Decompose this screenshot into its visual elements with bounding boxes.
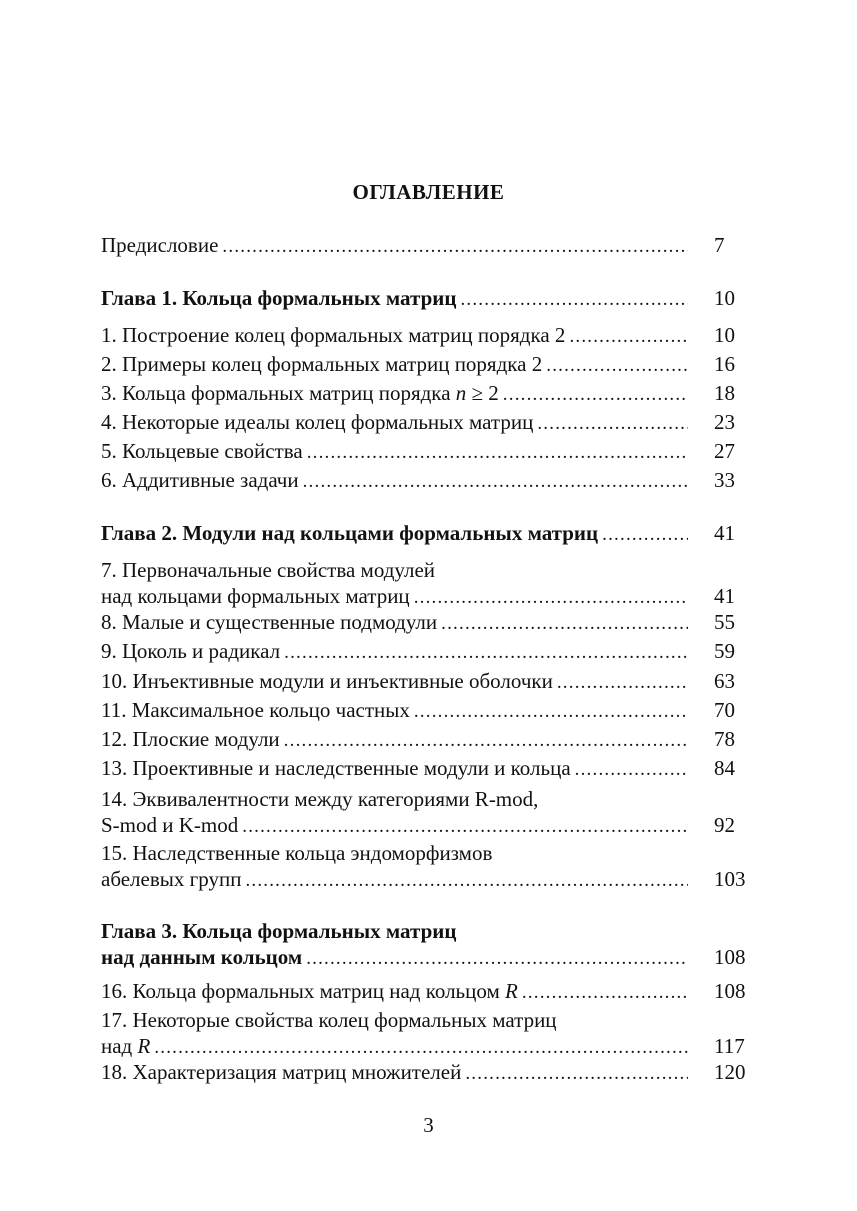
- toc-page-number: 23: [714, 410, 735, 434]
- toc-page-number: 120: [714, 1060, 746, 1084]
- toc-page-number: 18: [714, 381, 735, 405]
- variable-n: n: [455, 381, 467, 405]
- dot-leader: [465, 1061, 688, 1087]
- toc-entry-8: [101, 609, 754, 637]
- page-number: 3: [423, 1113, 434, 1137]
- dot-leader: [154, 1035, 688, 1061]
- toc-entry-14: [101, 786, 754, 840]
- toc-entry-title: 2. Примеры колец формальных матриц порядка 2: [101, 352, 543, 376]
- toc-page-number: 10: [714, 323, 735, 347]
- toc-entry-3: [101, 380, 754, 408]
- toc-page-number: 84: [714, 756, 735, 780]
- toc-entry-title: 16. Кольца формальных матриц над кольцом R: [101, 979, 518, 1003]
- toc-entry-title-line2: абелевых групп: [101, 867, 242, 891]
- dot-leader: [414, 585, 688, 611]
- variable-r: R: [137, 1034, 151, 1058]
- toc-page-number: 7: [714, 233, 725, 257]
- toc-entry-12: [101, 726, 754, 754]
- toc-page-number: 108: [714, 979, 746, 1003]
- toc-entry-title: 4. Некоторые идеалы колец формальных матриц: [101, 410, 534, 434]
- toc-entry-1: [101, 322, 754, 350]
- dot-leader: [303, 469, 688, 495]
- toc-entry-18: [101, 1059, 754, 1087]
- toc-entry-2: [101, 351, 754, 379]
- toc-entry-title: 11. Максимальное кольцо частных: [101, 698, 410, 722]
- dot-leader: [242, 814, 688, 840]
- toc-chapter-1: [101, 285, 754, 313]
- dot-leader: [546, 353, 688, 379]
- toc-entry-9: [101, 638, 754, 666]
- dot-leader: [460, 287, 688, 313]
- toc-page-number: 59: [714, 639, 735, 663]
- toc-entry-title-line1: 17. Некоторые свойства колец формальных матриц: [101, 1008, 557, 1032]
- dot-leader: [557, 670, 688, 696]
- dot-leader: [306, 946, 688, 972]
- toc-page-number: 27: [714, 439, 735, 463]
- toc-entry-title-line1: 7. Первоначальные свойства модулей: [101, 558, 436, 582]
- dot-leader: [284, 640, 688, 666]
- toc-entry-title-line1: Глава 3. Кольца формальных матриц: [101, 919, 457, 943]
- toc-page-number: 103: [714, 867, 746, 891]
- toc-entry-title: 18. Характеризация матриц множителей: [101, 1060, 462, 1084]
- dot-leader: [441, 611, 688, 637]
- toc-page-number: 16: [714, 352, 735, 376]
- toc-entry-10: [101, 668, 754, 696]
- toc-entry-title: 1. Построение колец формальных матриц порядка 2: [101, 323, 566, 347]
- toc-entry-13: [101, 755, 754, 783]
- toc-chapter-2: [101, 520, 754, 548]
- toc-entry-title: Глава 1. Кольца формальных матриц: [101, 286, 457, 310]
- toc-page-number: 117: [714, 1034, 745, 1058]
- toc-page-number: 70: [714, 698, 735, 722]
- toc-entry-6: [101, 467, 754, 495]
- toc-page-number: 92: [714, 813, 735, 837]
- toc-entry-17: [101, 1007, 754, 1061]
- toc-entry-title: 8. Малые и существенные подмодули: [101, 610, 438, 634]
- toc-entry-16: [101, 978, 754, 1006]
- toc-entry-5: [101, 438, 754, 466]
- toc-entry-title: 5. Кольцевые свойства: [101, 439, 303, 463]
- toc-entry-title-line2: над данным кольцом: [101, 945, 303, 969]
- toc-chapter-3: [101, 918, 754, 972]
- dot-leader: [522, 980, 688, 1006]
- toc-entry-title-line2: над кольцами формальных матриц: [101, 584, 410, 608]
- variable-r: R: [505, 979, 518, 1003]
- toc-entry-title: Глава 2. Модули над кольцами формальных матриц: [101, 521, 599, 545]
- toc-entry-title: 9. Цоколь и радикал: [101, 639, 281, 663]
- toc-entry-title-line2: над R: [101, 1034, 151, 1058]
- toc-entry-15: [101, 840, 754, 894]
- dot-leader: [245, 868, 688, 894]
- toc-page-number: 41: [714, 521, 735, 545]
- toc-entry-title: 13. Проективные и наследственные модули и кольца: [101, 756, 571, 780]
- toc-entry-title: 12. Плоские модули: [101, 727, 280, 751]
- toc-entry-title-line1: 15. Наследственные кольца эндоморфизмов: [101, 841, 493, 865]
- toc-page-number: 78: [714, 727, 735, 751]
- dot-leader: [284, 728, 688, 754]
- toc-page-number: 41: [714, 584, 735, 608]
- toc-page-number: 108: [714, 945, 746, 969]
- toc-entry-title: 10. Инъективные модули и инъективные оболочки: [101, 669, 553, 693]
- toc-page-number: 55: [714, 610, 735, 634]
- toc-entry-title-line2: S-mod и K-mod: [101, 813, 239, 837]
- dot-leader: [307, 440, 688, 466]
- dot-leader: [575, 757, 688, 783]
- toc-entry-7: [101, 557, 754, 611]
- dot-leader: [503, 382, 688, 408]
- toc-entry-title: 6. Аддитивные задачи: [101, 468, 299, 492]
- toc-entry-title: Предисловие: [101, 233, 219, 257]
- toc-page-number: 10: [714, 286, 735, 310]
- toc-entry-preface: [101, 232, 754, 260]
- toc-entry-11: [101, 697, 754, 725]
- toc-entry-title: 3. Кольца формальных матриц порядка n ≥ 2: [101, 381, 499, 405]
- dot-leader: [569, 324, 688, 350]
- dot-leader: [222, 234, 688, 260]
- dot-leader: [602, 522, 688, 548]
- dot-leader: [537, 411, 688, 437]
- dot-leader: [414, 699, 688, 725]
- toc-page-number: 33: [714, 468, 735, 492]
- page-title: ОГЛАВЛЕНИЕ: [352, 180, 505, 204]
- toc-entry-4: [101, 409, 754, 437]
- toc-entry-title-line1: 14. Эквивалентности между категориями R-mod,: [101, 787, 539, 811]
- toc-page-number: 63: [714, 669, 735, 693]
